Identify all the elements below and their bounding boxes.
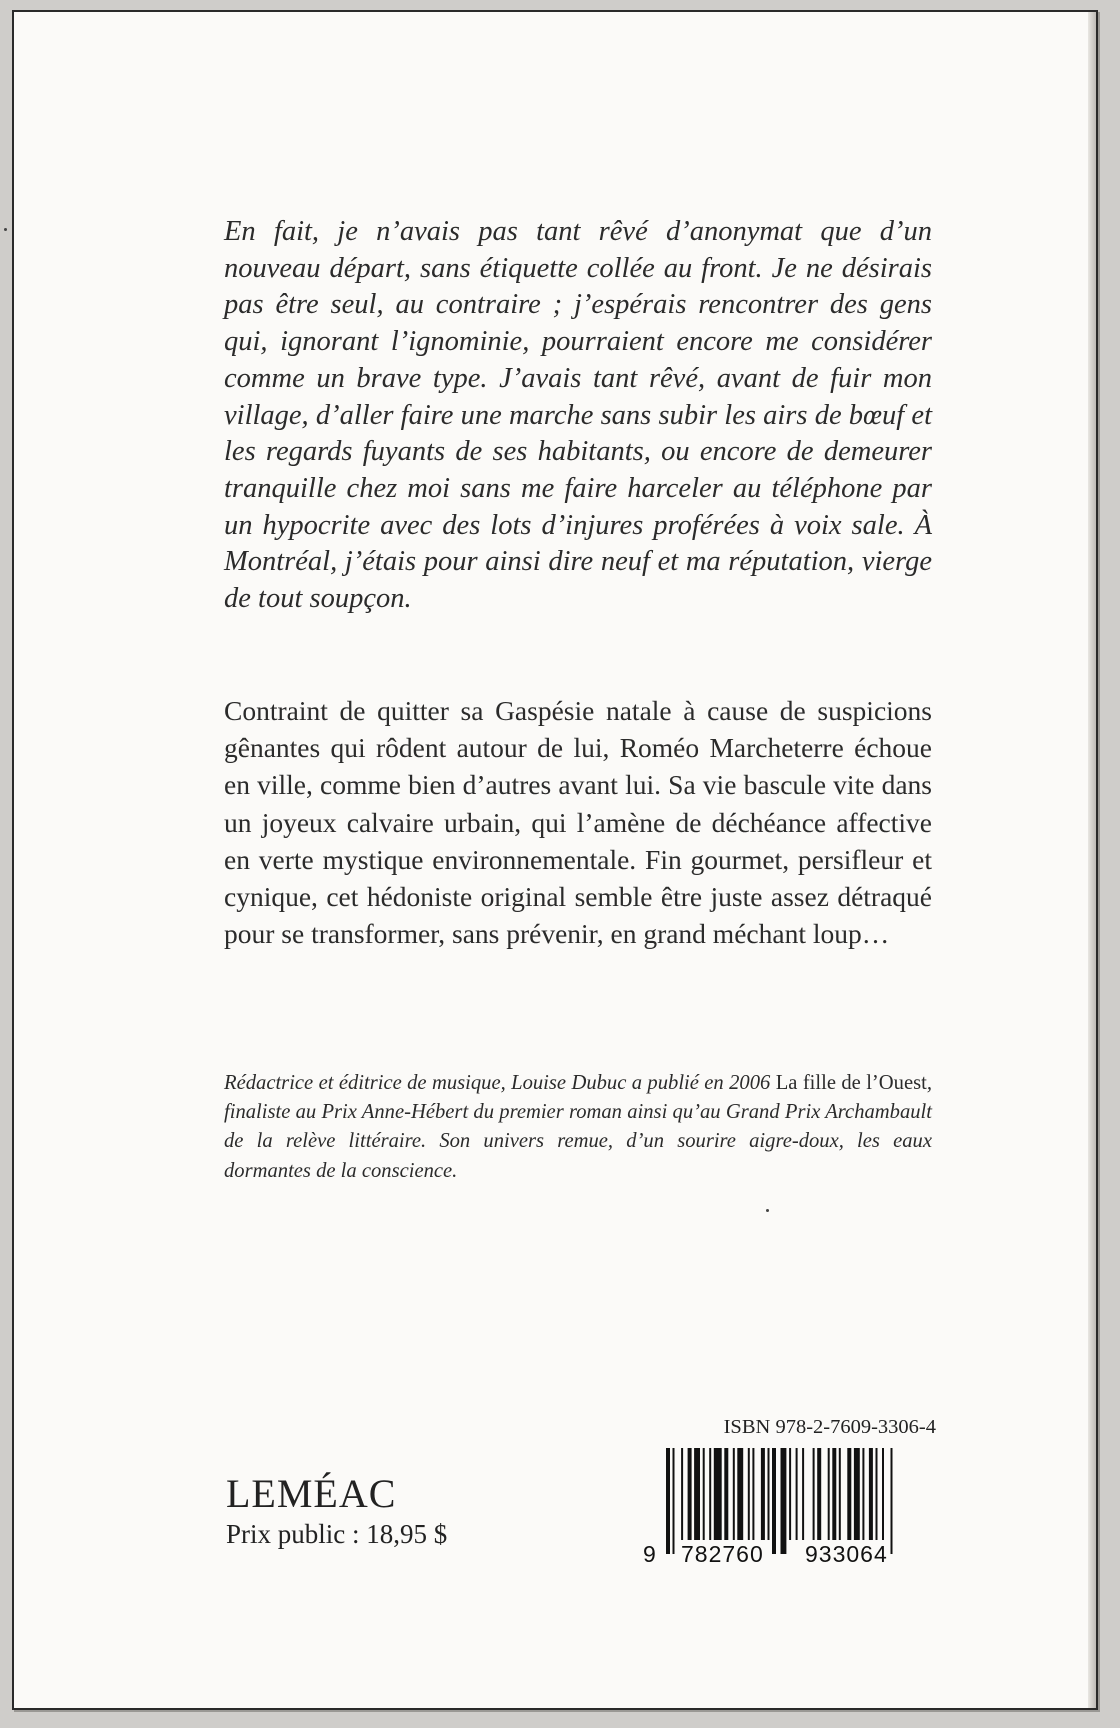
excerpt-paragraph: En fait, je n’avais pas tant rêvé d’anonymat que d’un nouveau départ, sans étiquette collée au front. Je ne désirais pas être seul, au contraire ; j’espérais rencontrer des gens qui, ignorant l’ignominie, pourraient encore me considérer comme un brave type. J’avais tant rêvé, avant de fuir mon village, d’aller faire une marche sans subir les airs de bœuf et les regards fuyants de ses habitants, ou encore de demeurer tranquille chez moi sans me faire harceler au téléphone par un hypocrite avec des lots d’injures proférées à voix sale. À Montréal, j’étais pour ainsi dire neuf et ma réputation, vierge de tout soupçon. — [224, 216, 932, 615]
price-label: Prix public : 18,95 $ — [226, 1519, 448, 1549]
author-bio — [224, 1069, 932, 1186]
publisher-name: LEMÉAC — [226, 1471, 397, 1516]
barcode-bar — [709, 1448, 711, 1540]
barcode-bar — [761, 1448, 765, 1540]
dust-speck — [766, 1209, 769, 1212]
publisher-block — [226, 1472, 447, 1552]
barcode-bar — [724, 1448, 728, 1540]
barcode-bar — [733, 1448, 735, 1540]
barcode-bar — [681, 1448, 683, 1540]
barcode-bar — [694, 1448, 700, 1540]
barcode-bar — [781, 1448, 787, 1554]
barcode-bar — [673, 1448, 675, 1554]
barcode-bar — [748, 1448, 750, 1540]
barcode-block — [642, 1412, 942, 1570]
barcode-bar — [703, 1448, 705, 1540]
barcode-bar — [891, 1448, 893, 1554]
barcode-bar — [813, 1448, 815, 1540]
barcode-bar — [869, 1448, 873, 1540]
barcode-bar — [882, 1448, 884, 1540]
barcode-bar — [688, 1448, 692, 1540]
author-bio-intro: Rédactrice et éditrice de musique, Louise Dubuc a publié en 2006 — [224, 1072, 771, 1094]
barcode-bar — [847, 1448, 851, 1540]
barcode-bar — [714, 1448, 722, 1540]
barcode-bar — [789, 1448, 791, 1540]
barcode-bar — [817, 1448, 821, 1540]
barcode-digit-first: 9 — [643, 1541, 656, 1567]
barcode-bar — [768, 1448, 770, 1540]
barcode-bar — [862, 1448, 864, 1540]
book-back-cover — [12, 10, 1098, 1710]
summary-paragraph: Contraint de quitter sa Gaspésie natale à cause de suspicions gênantes qui rôdent autour de lui, Roméo Marcheterre échoue en ville, comme bien d’autres avant lui. Sa vie bascule vite dans un joyeux calvaire urbain, qui l’amène de déchéance affective en verte mystique environnementale. Fin gourmet, persifleur et cynique, cet hédoniste original semble être juste assez détraqué pour se transformer, sans prévenir, en grand méchant loup… — [224, 695, 932, 950]
barcode-digits-right: 933064 — [805, 1541, 888, 1567]
author-bio-rest: , finaliste au Prix Anne-Hébert du premier roman ainsi qu’au Grand Prix Archambault de la relève littéraire. Son univers remue, d’un sourire aigre-doux, les eaux dormantes de la conscience. — [224, 1072, 932, 1182]
barcode-bar — [666, 1448, 670, 1554]
isbn-label: ISBN 978-2-7609-3306-4 — [723, 1416, 936, 1438]
barcode-bar — [802, 1448, 804, 1540]
barcode-bar — [832, 1448, 836, 1540]
barcode-digits-left: 782760 — [681, 1541, 764, 1567]
barcode-bar — [796, 1448, 798, 1540]
barcode-bar — [752, 1448, 754, 1540]
author-book-title: La fille de l’Ouest — [775, 1072, 927, 1094]
barcode-digits — [642, 1540, 942, 1570]
barcode — [642, 1448, 942, 1570]
barcode-bar — [737, 1448, 743, 1540]
barcode-bar — [854, 1448, 860, 1540]
barcode-bar — [828, 1448, 830, 1540]
barcode-bar — [876, 1448, 878, 1540]
barcode-bar — [772, 1448, 776, 1554]
dust-speck — [4, 228, 7, 231]
cover-edge — [1088, 12, 1096, 1708]
barcode-bar — [839, 1448, 841, 1540]
